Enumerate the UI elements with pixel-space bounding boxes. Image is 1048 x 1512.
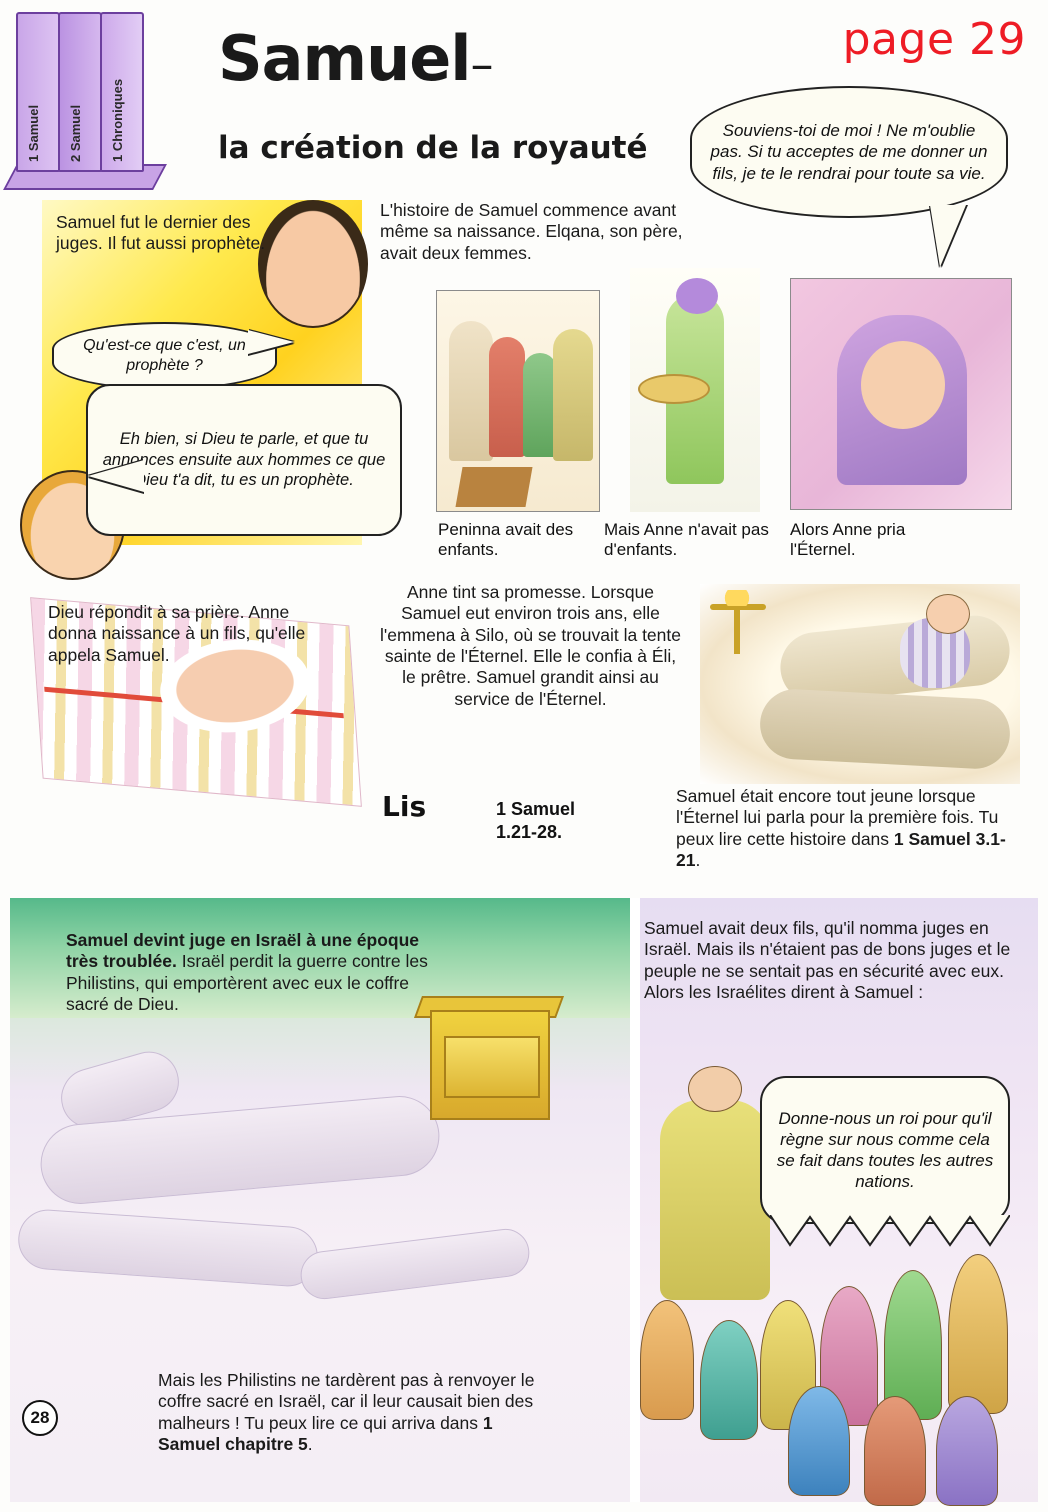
book-stack-illustration [10,4,190,189]
caption-anne-no-children: Mais Anne n'avait pas d'enfants. [604,520,769,560]
samuel-standing-illustration [660,1100,770,1300]
judge-text-rest: Israël perdit la guerre contre les Philistins, qui emportèrent avec eux le coffre sacré de Dieu. [66,951,428,1015]
anne-praying-illustration [790,278,1012,510]
young-samuel-text-part1: Samuel était encore tout jeune lorsque l'Éternel lui parla pour la première fois. Tu peux lire cette histoire dans [676,786,999,849]
book-1-samuel-label: 1 Samuel [26,104,41,162]
bubble-king-request-tail [770,1215,1010,1253]
page-marker: page 29 [842,14,1026,65]
philistins-text-part1: Mais les Philistins ne tardèrent pas à renvoyer le coffre sacré en Israël, car il leur causait bien des malheurs ! Tu peux lire ce qui arriva dans [158,1370,535,1433]
bubble-question-text: Qu'est-ce que c'est, un prophète ? [83,337,246,374]
bubble-zigzag-icon [770,1215,1010,1253]
young-samuel-reference: 1 Samuel 3.1-21 [676,828,1006,871]
bubble-king-request [760,1076,1010,1224]
silo-text: Anne tint sa promesse. Lorsque Samuel eut environ trois ans, elle l'emmena à Silo, où se trouvait la tente sainte de l'Éternel. Elle le confia à Éli, le prêtre. Samuel grandit ainsi au service de l'Éternel. [379,582,681,709]
ark-of-covenant-illustration [430,1010,550,1120]
bubble-answer-tail [88,460,144,492]
page-number-badge: 28 [22,1400,58,1436]
book-1-chroniques [100,12,144,172]
philistins-text-end: . [307,1434,313,1455]
philistins-reference: 1 Samuel chapitre 5 [158,1412,493,1455]
book-2-samuel [58,12,102,172]
book-1-samuel [16,12,60,172]
read-label: Lis [382,790,427,823]
birth-text: Dieu répondit à sa prière. Anne donna naissance à un fils, qu'elle appela Samuel. [48,602,306,665]
crowd-figure [640,1300,694,1420]
crowd-figure [700,1320,758,1440]
intro-right-text: L'histoire de Samuel commence avant même sa naissance. Elqana, son père, avait deux femmes. [380,200,683,263]
caption-anne-prays: Alors Anne pria l'Éternel. [790,520,906,560]
read-reference-line1: 1 Samuel [496,799,576,819]
young-samuel-text [676,786,1016,871]
page-title-dash: – [470,37,493,91]
read-reference-line2: 1.21-28. [496,821,563,842]
read-reference [496,798,575,843]
bubble-anne-prayer [690,86,1008,218]
book-2-samuel-label: 2 Samuel [68,104,83,162]
crowd-figure [936,1396,998,1506]
elqana-illustration [630,268,760,512]
page-title-text: Samuel [218,22,471,95]
crowd-figure [788,1386,850,1496]
book-1-chroniques-label: 1 Chroniques [110,78,125,162]
sons-text: Samuel avait deux fils, qu'il nomma juges en Israël. Mais ils n'étaient pas de bons juges et le peuple ne se sentait pas en sécurité avec eux. Alors les Israélites dirent à Samuel : [644,918,1011,1003]
bubble-king-request-text: Donne-nous un roi pour qu'il règne sur nous comme cela se fait dans toutes les autres nations. [776,1108,994,1192]
bubble-answer-text: Eh bien, si Dieu te parle, et que tu annonces ensuite aux hommes ce que Dieu t'a dit, tu es un prophète. [102,430,386,490]
young-samuel-text-end: . [695,850,701,871]
crowd-figure [864,1396,926,1506]
peninna-family-illustration [436,290,600,512]
philistins-text [158,1370,558,1455]
intro-left-text: Samuel fut le dernier des juges. Il fut aussi prophète. [56,212,266,254]
judge-text [66,930,448,1015]
page-subtitle: la création de la royauté [218,130,648,166]
menorah-lamp-illustration [706,586,770,656]
crowd-figure [948,1254,1008,1414]
caption-peninna: Peninna avait des enfants. [438,520,574,560]
bubble-question [52,322,277,390]
judge-text-bold: Samuel devint juge en Israël à une époque très troublée. [66,930,420,972]
bubble-anne-prayer-tail [930,205,966,267]
bubble-question-tail [248,330,294,354]
scene-divider [630,898,640,1502]
page-title [218,22,493,95]
bubble-anne-prayer-text: Souviens-toi de moi ! Ne m'oublie pas. Si tu acceptes de me donner un fils, je te le rendrai pour toute sa vie. [710,121,988,183]
